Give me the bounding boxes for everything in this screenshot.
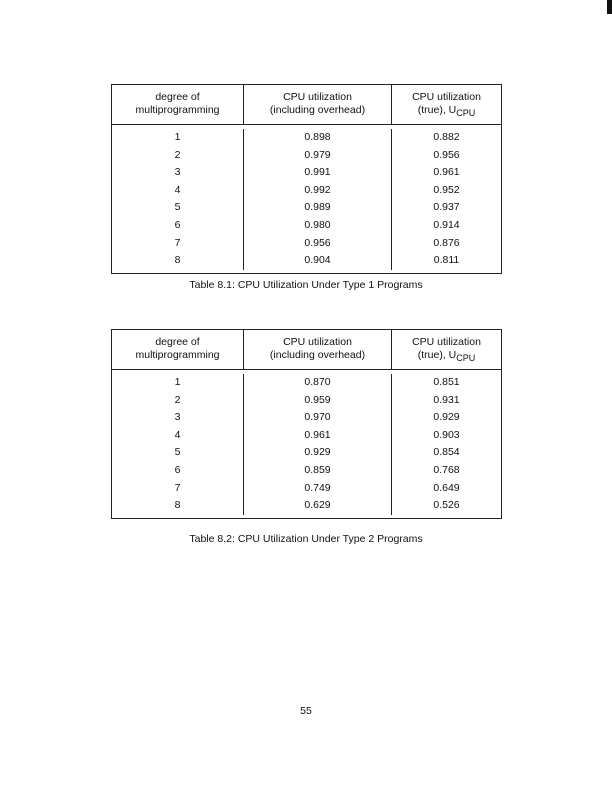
cell-degree: 7 [174,236,181,249]
cell-true: 0.929 [433,411,460,424]
cell-overhead: 0.959 [304,393,331,406]
cell-true: 0.903 [433,428,460,441]
scan-mark [607,0,612,14]
cell-overhead: 0.956 [304,236,331,249]
header-true: CPU utilization (true), $U_{CPU}$ [412,91,481,118]
header-true: CPU utilization (true), $U_{CPU}$ [412,336,481,363]
table-8-1-caption: Table 8.1: CPU Utilization Under Type 1 Programs [189,279,423,291]
cell-true: 0.931 [433,393,460,406]
cell-degree: 8 [174,254,181,267]
cell-degree: 1 [174,376,181,388]
cell-degree: 2 [174,393,181,406]
cell-degree: 4 [174,183,181,196]
cell-degree: 7 [174,481,181,494]
cell-overhead: 0.859 [304,463,331,476]
cell-degree: 6 [174,218,181,231]
column-true [392,129,501,270]
cell-true: 0.854 [433,446,460,459]
page-number: 55 [300,705,312,717]
cell-true: 0.961 [433,166,460,179]
cell-overhead: 0.979 [304,148,331,161]
table-8-1 [111,84,502,274]
cell-overhead: 0.898 [304,131,331,143]
cell-degree: 5 [174,201,181,214]
cell-overhead: 0.992 [304,183,331,196]
cell-overhead: 0.991 [304,166,331,179]
column-degree [112,129,244,270]
cell-true: 0.876 [433,236,460,249]
cell-degree: 6 [174,463,181,476]
cell-true: 0.811 [433,254,460,267]
cell-degree: 4 [174,428,181,441]
cell-true: 0.914 [433,218,460,231]
cell-degree: 8 [174,499,181,512]
cell-overhead: 0.749 [304,481,331,494]
column-overhead [244,374,392,515]
cell-true: 0.956 [433,148,460,161]
column-degree [112,374,244,515]
cell-degree: 5 [174,446,181,459]
column-true [392,374,501,515]
cell-overhead: 0.989 [304,201,331,214]
cell-overhead: 0.904 [304,254,331,267]
cell-overhead: 0.929 [304,446,331,459]
cell-overhead: 0.970 [304,411,331,424]
cell-true: 0.768 [433,463,460,476]
cell-true: 0.937 [433,201,460,214]
cell-overhead: 0.980 [304,218,331,231]
cell-degree: 1 [174,131,181,143]
cell-degree: 2 [174,148,181,161]
cell-degree: 3 [174,411,181,424]
cell-overhead: 0.961 [304,428,331,441]
table-8-2-caption: Table 8.2: CPU Utilization Under Type 2 Programs [189,533,423,545]
cell-true: 0.851 [433,376,460,388]
cell-true: 0.952 [433,183,460,196]
table-8-2 [111,329,502,519]
header-degree: degree of multiprogramming [112,330,244,369]
cell-overhead: 0.629 [304,499,331,512]
table-header [112,330,501,370]
table-header [112,85,501,125]
table-body [112,370,501,518]
cell-true: 0.526 [433,499,460,512]
cell-true: 0.882 [433,131,460,143]
header-degree: degree of multiprogramming [112,85,244,124]
column-overhead [244,129,392,270]
header-overhead: CPU utilization (including overhead) [244,85,392,124]
header-overhead: CPU utilization (including overhead) [244,330,392,369]
cell-degree: 3 [174,166,181,179]
cell-true: 0.649 [433,481,460,494]
table-body [112,125,501,273]
cell-overhead: 0.870 [304,376,331,388]
